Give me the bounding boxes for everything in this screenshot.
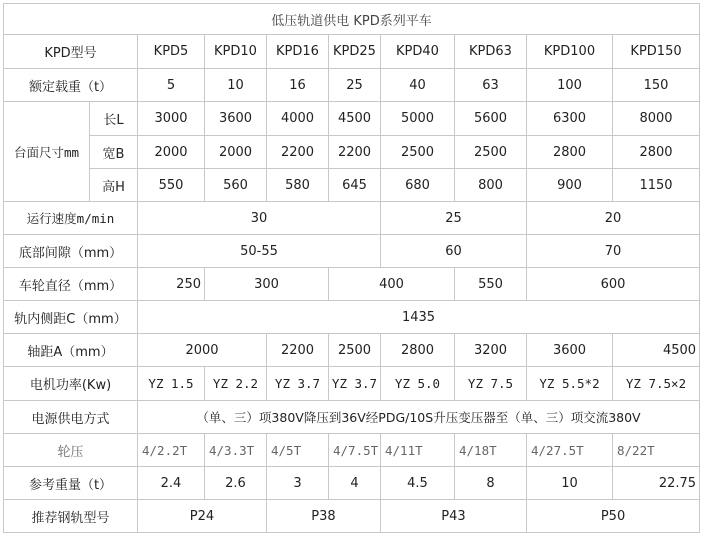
table-row-model [4, 35, 700, 69]
load-cell: 63 [455, 69, 527, 102]
rail-cell: P24 [138, 500, 267, 533]
length-cell: 5600 [455, 102, 527, 136]
row-label-gauge: 轨内侧距C（mm） [4, 301, 138, 334]
wheel-pressure-cell: 4/2.2T [138, 434, 205, 467]
row-label-motor: 电机功率(Kw) [4, 367, 138, 401]
load-cell: 100 [527, 69, 613, 102]
load-cell: 5 [138, 69, 205, 102]
table-row-speed [4, 202, 700, 235]
rail-cell: P38 [267, 500, 381, 533]
height-cell: 560 [205, 169, 267, 202]
speed-cell: 25 [381, 202, 527, 235]
clearance-cell: 60 [381, 235, 527, 268]
width-cell: 2200 [329, 136, 381, 169]
motor-cell: YZ 7.5×2 [613, 367, 700, 401]
table-title: 低压轨道供电 KPD系列平车 [4, 4, 700, 35]
wheelbase-cell: 4500 [613, 334, 700, 367]
weight-cell: 10 [527, 467, 613, 500]
row-label-wheel-pressure: 轮压 [4, 434, 138, 467]
weight-cell: 3 [267, 467, 329, 500]
row-label-load: 额定载重（t） [4, 69, 138, 102]
model-cell: KPD40 [381, 35, 455, 69]
length-cell: 8000 [613, 102, 700, 136]
row-label-wheel: 车轮直径（mm） [4, 268, 138, 301]
table-row-power [4, 401, 700, 434]
gauge-cell: 1435 [138, 301, 700, 334]
weight-cell: 22.75 [613, 467, 700, 500]
motor-cell: YZ 3.7 [329, 367, 381, 401]
motor-cell: YZ 1.5 [138, 367, 205, 401]
motor-cell: YZ 2.2 [205, 367, 267, 401]
wheel-pressure-cell: 8/22T [613, 434, 700, 467]
length-cell: 5000 [381, 102, 455, 136]
length-cell: 4500 [329, 102, 381, 136]
height-cell: 680 [381, 169, 455, 202]
model-cell: KPD150 [613, 35, 700, 69]
length-cell: 6300 [527, 102, 613, 136]
row-label-weight: 参考重量（t） [4, 467, 138, 500]
speed-cell: 30 [138, 202, 381, 235]
row-label-wheelbase: 轴距A（mm） [4, 334, 138, 367]
height-cell: 1150 [613, 169, 700, 202]
motor-cell: YZ 5.0 [381, 367, 455, 401]
width-cell: 2500 [381, 136, 455, 169]
table-row-width [4, 136, 700, 169]
motor-cell: YZ 5.5*2 [527, 367, 613, 401]
wheel-pressure-cell: 4/11T [381, 434, 455, 467]
wheelbase-cell: 2800 [381, 334, 455, 367]
sub-label-width: 宽B [90, 136, 138, 169]
weight-cell: 2.6 [205, 467, 267, 500]
wheel-cell: 400 [329, 268, 455, 301]
load-cell: 16 [267, 69, 329, 102]
load-cell: 10 [205, 69, 267, 102]
row-label-speed: 运行速度m/min [4, 202, 138, 235]
height-cell: 580 [267, 169, 329, 202]
row-label-model: KPD型号 [4, 35, 138, 69]
length-cell: 3600 [205, 102, 267, 136]
model-cell: KPD100 [527, 35, 613, 69]
power-cell: （单、三）项380V降压到36V经PDG/10S升压变压器至（单、三）项交流380V [138, 401, 700, 434]
sub-label-length: 长L [90, 102, 138, 136]
load-cell: 150 [613, 69, 700, 102]
width-cell: 2500 [455, 136, 527, 169]
wheel-pressure-cell: 4/7.5T [329, 434, 381, 467]
wheelbase-cell: 2000 [138, 334, 267, 367]
width-cell: 2000 [138, 136, 205, 169]
table-row-wheel-pressure [4, 434, 700, 467]
speed-cell: 20 [527, 202, 700, 235]
rail-cell: P43 [381, 500, 527, 533]
table-row-height [4, 169, 700, 202]
table-row-clearance [4, 235, 700, 268]
height-cell: 550 [138, 169, 205, 202]
kpd-spec-table [3, 3, 700, 533]
table-row-load [4, 69, 700, 102]
wheel-pressure-cell: 4/5T [267, 434, 329, 467]
row-label-clearance: 底部间隙（mm） [4, 235, 138, 268]
table-row-motor [4, 367, 700, 401]
wheel-cell: 300 [205, 268, 329, 301]
wheelbase-cell: 2200 [267, 334, 329, 367]
sub-label-height: 高H [90, 169, 138, 202]
wheel-cell: 250 [138, 268, 205, 301]
width-cell: 2200 [267, 136, 329, 169]
load-cell: 25 [329, 69, 381, 102]
length-cell: 3000 [138, 102, 205, 136]
clearance-cell: 70 [527, 235, 700, 268]
row-label-power: 电源供电方式 [4, 401, 138, 434]
motor-cell: YZ 3.7 [267, 367, 329, 401]
weight-cell: 4.5 [381, 467, 455, 500]
model-cell: KPD10 [205, 35, 267, 69]
model-cell: KPD63 [455, 35, 527, 69]
wheel-cell: 550 [455, 268, 527, 301]
motor-cell: YZ 7.5 [455, 367, 527, 401]
width-cell: 2800 [527, 136, 613, 169]
rail-cell: P50 [527, 500, 700, 533]
weight-cell: 4 [329, 467, 381, 500]
width-cell: 2800 [613, 136, 700, 169]
table-row-wheel [4, 268, 700, 301]
load-cell: 40 [381, 69, 455, 102]
width-cell: 2000 [205, 136, 267, 169]
clearance-cell: 50-55 [138, 235, 381, 268]
height-cell: 645 [329, 169, 381, 202]
row-label-rail: 推荐钢轨型号 [4, 500, 138, 533]
wheel-cell: 600 [527, 268, 700, 301]
row-label-table-size: 台面尺寸mm [4, 102, 90, 202]
model-cell: KPD16 [267, 35, 329, 69]
wheelbase-cell: 3200 [455, 334, 527, 367]
table-row-weight [4, 467, 700, 500]
table-row-wheelbase [4, 334, 700, 367]
height-cell: 900 [527, 169, 613, 202]
length-cell: 4000 [267, 102, 329, 136]
table-row-rail [4, 500, 700, 533]
table-row-gauge [4, 301, 700, 334]
model-cell: KPD25 [329, 35, 381, 69]
height-cell: 800 [455, 169, 527, 202]
wheel-pressure-cell: 4/18T [455, 434, 527, 467]
wheelbase-cell: 3600 [527, 334, 613, 367]
wheel-pressure-cell: 4/27.5T [527, 434, 613, 467]
weight-cell: 8 [455, 467, 527, 500]
weight-cell: 2.4 [138, 467, 205, 500]
wheel-pressure-cell: 4/3.3T [205, 434, 267, 467]
wheelbase-cell: 2500 [329, 334, 381, 367]
model-cell: KPD5 [138, 35, 205, 69]
table-row-length [4, 102, 700, 136]
